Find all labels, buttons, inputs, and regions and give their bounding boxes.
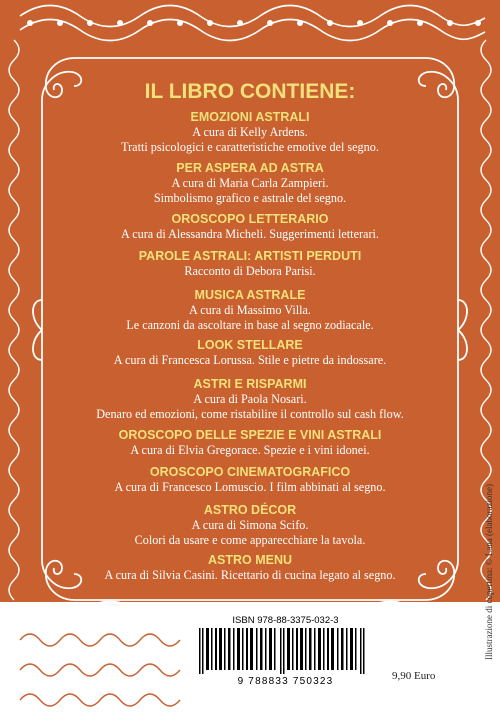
section-astro-decor <box>0 503 500 547</box>
section-heading: OROSCOPO LETTERARIO <box>171 212 329 226</box>
section-heading: PER ASPERA AD ASTRA <box>176 161 324 175</box>
section-parole-astrali <box>0 249 500 279</box>
section-line: A cura di Francesco Lomuscio. I film abbinati al segno. <box>114 480 386 494</box>
price: 9,90 Euro <box>392 670 436 682</box>
section-line: A cura di Maria Carla Zampieri. <box>171 176 329 190</box>
section-oroscopo-spezie-vini <box>0 428 500 458</box>
section-heading: OROSCOPO CINEMATOGRAFICO <box>149 465 351 479</box>
section-heading: OROSCOPO DELLE SPEZIE E VINI ASTRALI <box>118 428 382 442</box>
section-per-aspera-ad-astra <box>0 161 500 205</box>
section-heading: EMOZIONI ASTRALI <box>190 110 310 124</box>
section-heading: LOOK STELLARE <box>197 338 303 352</box>
section-line: Denaro ed emozioni, come ristabilire il controllo sul cash flow. <box>96 406 404 421</box>
section-heading: ASTRO DÉCOR <box>203 503 297 517</box>
section-oroscopo-letterario <box>0 212 500 242</box>
section-astri-e-risparmi <box>0 377 500 421</box>
section-heading: MUSICA ASTRALE <box>194 288 306 302</box>
section-line: Le canzoni da ascoltare in base al segno zodiacale. <box>126 317 374 332</box>
section-oroscopo-cinematografico <box>0 465 500 495</box>
section-line: A cura di Simona Scifo. <box>191 518 309 532</box>
section-heading: ASTRO MENU <box>207 553 293 567</box>
barcode-digits: 9 788833 750323 <box>237 676 334 687</box>
section-look-stellare <box>0 338 500 368</box>
section-emozioni-astrali <box>0 110 500 154</box>
section-heading: ASTRI E RISPARMI <box>193 377 307 391</box>
barcode-block <box>189 612 382 690</box>
isbn-text: ISBN 978-88-3375-032-3 <box>232 615 339 626</box>
section-line: A cura di Elvia Gregorace. Spezie e i vini idonei. <box>130 443 370 457</box>
section-line: Racconto di Debora Parisi. <box>184 264 316 278</box>
section-line: Colori da usare e come apparecchiare la tavola. <box>134 532 366 547</box>
section-line: Simbolismo grafico e astrale del segno. <box>153 190 347 205</box>
section-line: A cura di Francesca Lorussa. Stile e pietre da indossare. <box>113 353 387 367</box>
section-musica-astrale <box>0 288 500 332</box>
section-line: A cura di Massimo Villa. <box>189 303 311 317</box>
section-heading: PAROLE ASTRALI: ARTISTI PERDUTI <box>138 249 362 263</box>
section-line: A cura di Silvia Casini. Ricettario di cucina legato al segno. <box>104 568 396 582</box>
section-line: A cura di Alessandra Micheli. Suggerimenti letterari. <box>121 227 379 241</box>
page-title: IL LIBRO CONTIENE: <box>144 80 356 103</box>
barcode-icon <box>199 628 372 674</box>
section-line: A cura di Kelly Ardens. <box>192 125 308 139</box>
section-line: A cura di Paola Nosari. <box>193 392 307 406</box>
cover-credit: Illustrazione di copertina: © Lana (elaborazione) <box>484 483 494 660</box>
section-line: Tratti psicologici e caratteristiche emotive del segno. <box>121 139 379 154</box>
section-astro-menu <box>0 553 500 583</box>
